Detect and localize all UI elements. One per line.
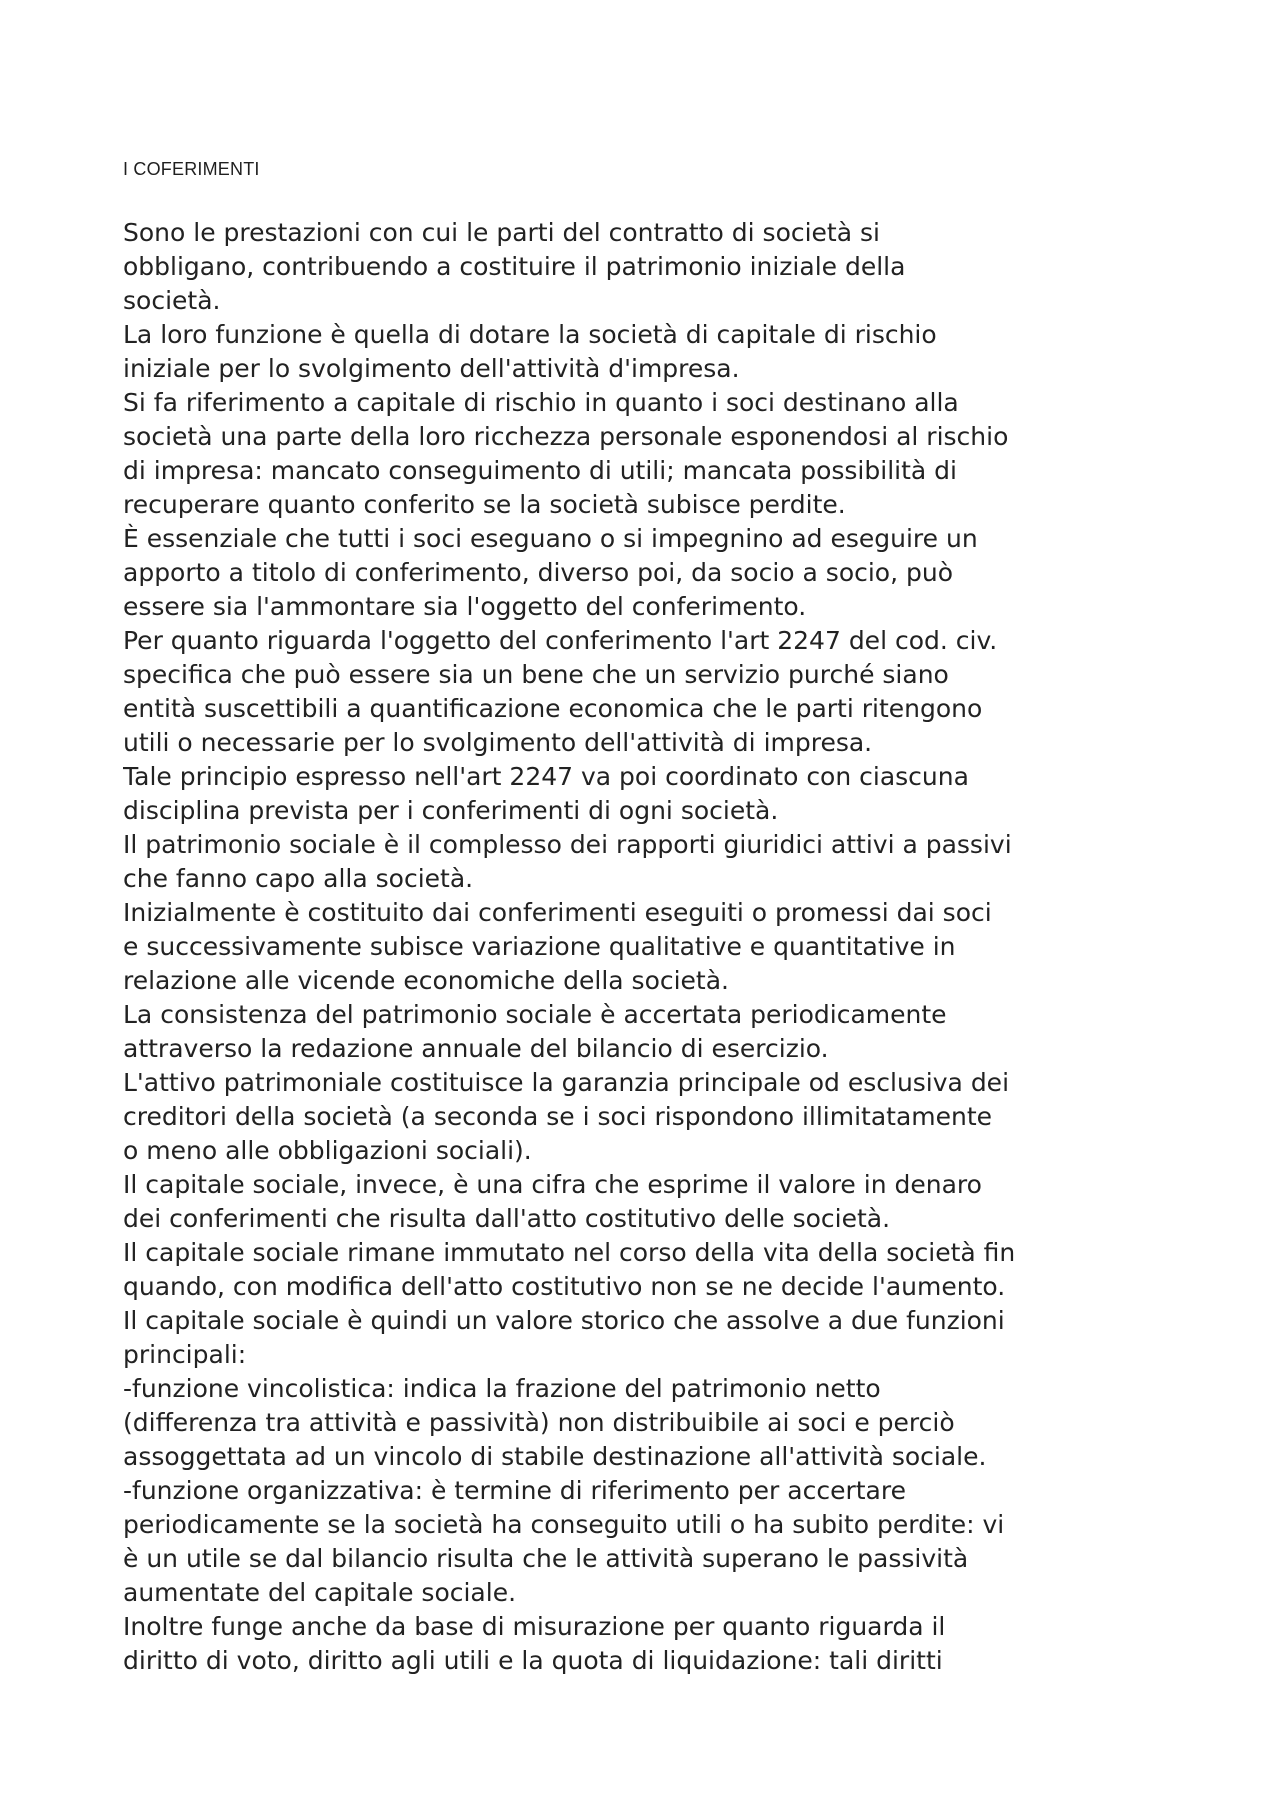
text-line: relazione alle vicende economiche della società. — [123, 966, 730, 995]
text-line: Il patrimonio sociale è il complesso dei rapporti giuridici attivi a passivi — [123, 830, 1012, 859]
text-line: attraverso la redazione annuale del bilancio di esercizio. — [123, 1034, 829, 1063]
text-line: è un utile se dal bilancio risulta che le attività superano le passività — [123, 1544, 969, 1573]
document-body — [123, 216, 1183, 1678]
text-line: apporto a titolo di conferimento, diverso poi, da socio a socio, può — [123, 558, 954, 587]
text-line: periodicamente se la società ha conseguito utili o ha subito perdite: vi — [123, 1510, 1005, 1539]
text-line: Il capitale sociale rimane immutato nel corso della vita della società fin — [123, 1238, 1016, 1267]
text-line: assoggettata ad un vincolo di stabile destinazione all'attività sociale. — [123, 1442, 987, 1471]
text-line: di impresa: mancato conseguimento di utili; mancata possibilità di — [123, 456, 957, 485]
text-line: specifica che può essere sia un bene che un servizio purché siano — [123, 660, 949, 689]
text-line: Il capitale sociale, invece, è una cifra che esprime il valore in denaro — [123, 1170, 982, 1199]
text-line: La consistenza del patrimonio sociale è accertata periodicamente — [123, 1000, 947, 1029]
text-line: entità suscettibili a quantificazione economica che le parti ritengono — [123, 694, 983, 723]
text-line: iniziale per lo svolgimento dell'attività d'impresa. — [123, 354, 740, 383]
text-line: disciplina prevista per i conferimenti di ogni società. — [123, 796, 779, 825]
text-line: Per quanto riguarda l'oggetto del conferimento l'art 2247 del cod. civ. — [123, 626, 998, 655]
text-line: diritto di voto, diritto agli utili e la quota di liquidazione: tali diritti — [123, 1646, 943, 1675]
text-line: società. — [123, 286, 221, 315]
document-title: I COFERIMENTI — [123, 159, 260, 179]
text-line: -funzione vincolistica: indica la frazione del patrimonio netto — [123, 1374, 881, 1403]
text-line: Tale principio espresso nell'art 2247 va poi coordinato con ciascuna — [123, 762, 969, 791]
text-line: utili o necessarie per lo svolgimento dell'attività di impresa. — [123, 728, 873, 757]
text-line: essere sia l'ammontare sia l'oggetto del conferimento. — [123, 592, 807, 621]
text-line: È essenziale che tutti i soci eseguano o si impegnino ad eseguire un — [123, 524, 978, 553]
text-line: Si fa riferimento a capitale di rischio in quanto i soci destinano alla — [123, 388, 959, 417]
text-line: creditori della società (a seconda se i soci rispondono illimitatamente — [123, 1102, 993, 1131]
text-line: (differenza tra attività e passività) non distribuibile ai soci e perciò — [123, 1408, 955, 1437]
text-line: obbligano, contribuendo a costituire il patrimonio iniziale della — [123, 252, 906, 281]
text-line: o meno alle obbligazioni sociali). — [123, 1136, 532, 1165]
text-line: principali: — [123, 1340, 247, 1369]
text-line: Sono le prestazioni con cui le parti del contratto di società si — [123, 218, 880, 247]
text-line: società una parte della loro ricchezza personale esponendosi al rischio — [123, 422, 1009, 451]
text-line: Il capitale sociale è quindi un valore storico che assolve a due funzioni — [123, 1306, 1005, 1335]
text-line: Inizialmente è costituito dai conferimenti eseguiti o promessi dai soci — [123, 898, 992, 927]
text-line: L'attivo patrimoniale costituisce la garanzia principale od esclusiva dei — [123, 1068, 1010, 1097]
text-line: che fanno capo alla società. — [123, 864, 474, 893]
text-line: dei conferimenti che risulta dall'atto costitutivo delle società. — [123, 1204, 891, 1233]
text-line: -funzione organizzativa: è termine di riferimento per accertare — [123, 1476, 906, 1505]
text-line: recuperare quanto conferito se la società subisce perdite. — [123, 490, 846, 519]
text-line: aumentate del capitale sociale. — [123, 1578, 517, 1607]
text-line: Inoltre funge anche da base di misurazione per quanto riguarda il — [123, 1612, 946, 1641]
text-line: e successivamente subisce variazione qualitative e quantitative in — [123, 932, 956, 961]
text-line: La loro funzione è quella di dotare la società di capitale di rischio — [123, 320, 937, 349]
text-line: quando, con modifica dell'atto costitutivo non se ne decide l'aumento. — [123, 1272, 1006, 1301]
